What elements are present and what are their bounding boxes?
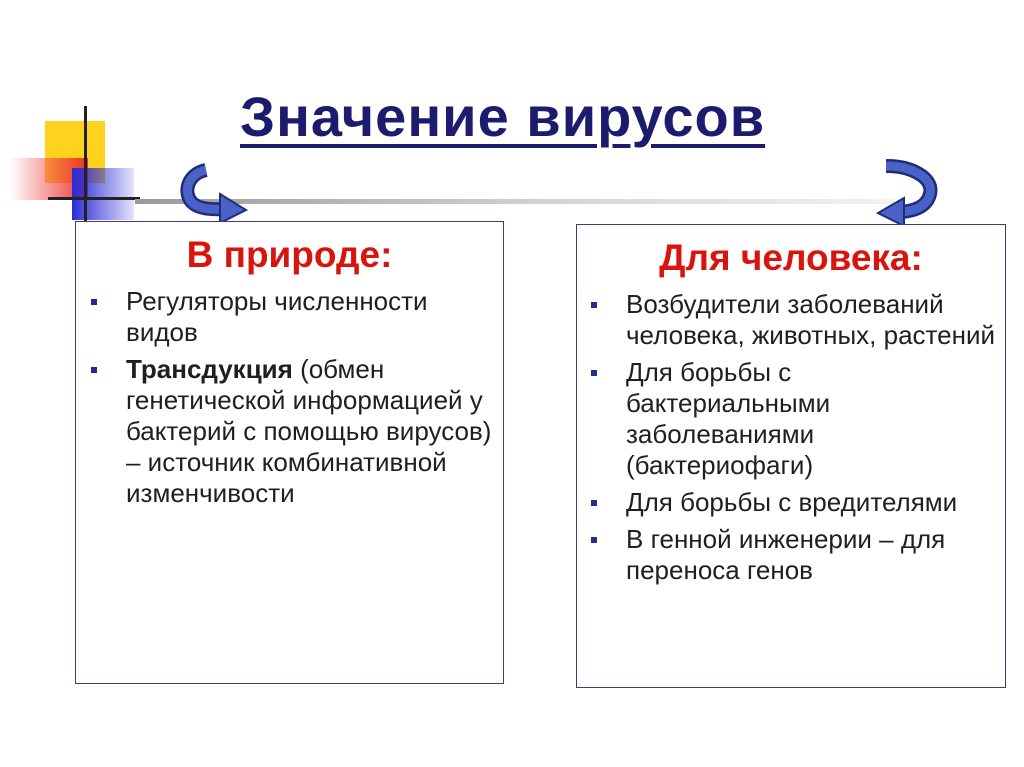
- list-item: [76, 354, 503, 509]
- bullet-icon: [591, 302, 597, 308]
- human-heading: Для человека:: [659, 237, 923, 278]
- human-box: [576, 224, 1006, 688]
- list-item-text: Возбудители заболеваний человека, животных, растений: [626, 289, 996, 350]
- list-item: [577, 357, 1005, 481]
- left-curved-arrow-icon: [176, 156, 256, 228]
- slide-title: Значение вирусов: [240, 85, 766, 148]
- list-item: [577, 487, 1005, 518]
- list-item-text: Регуляторы численности видов: [126, 286, 428, 347]
- right-curved-arrow-icon: [872, 158, 944, 228]
- list-item-text: (обмен генетической информацией у бактерий с помощью вирусов) – источник комбинативной изменчивости: [126, 354, 492, 508]
- list-item: [577, 524, 1005, 586]
- list-item-text: Для борьбы с вредителями: [626, 487, 958, 517]
- bullet-icon: [91, 299, 97, 305]
- nature-list: [76, 286, 503, 509]
- list-item-bold-term: Трансдукция: [126, 354, 293, 384]
- bullet-icon: [91, 367, 97, 373]
- list-item: [76, 286, 503, 348]
- human-list: [577, 289, 1005, 586]
- bullet-icon: [591, 537, 597, 543]
- list-item-text: Для борьбы с бактериальными заболеваниями (бактериофаги): [626, 357, 831, 480]
- list-item: [577, 289, 1005, 351]
- bullet-icon: [591, 370, 597, 376]
- decor-horizontal-line: [48, 197, 140, 200]
- nature-box: [75, 221, 504, 684]
- decor-vertical-line: [84, 106, 87, 228]
- nature-heading: В природе:: [186, 234, 393, 275]
- list-item-text: В генной инженерии – для переноса генов: [626, 524, 946, 585]
- decor-blue-square: [72, 168, 134, 220]
- bullet-icon: [591, 500, 597, 506]
